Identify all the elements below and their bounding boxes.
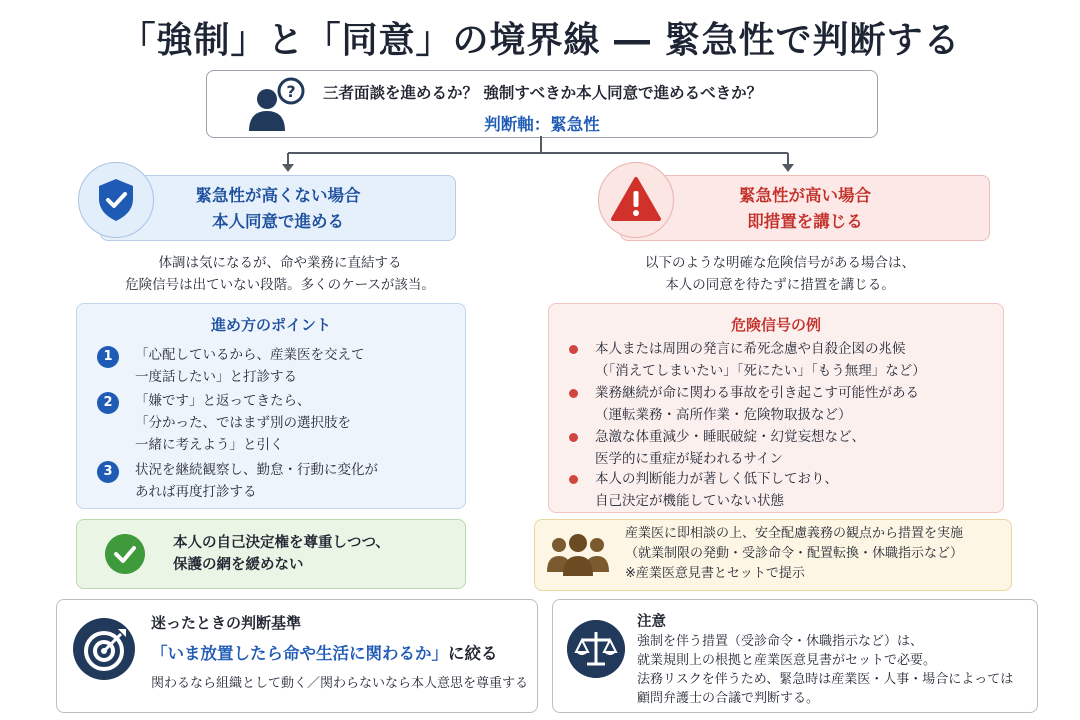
step-number: 1 [97,346,119,368]
caution-box [552,599,1038,713]
criteria-highlight-suffix: に絞る [448,644,498,663]
bullet-dot [569,475,578,484]
question-text: 三者面談を進めるか？ 強制すべきか本人同意で進めるべきか？ [323,84,763,102]
check-circle-icon [105,534,145,574]
self-determination-text: 保護の網を緩めない [173,557,304,573]
self-determination-box [76,519,466,589]
self-determination-text: 本人の自己決定権を尊重しつつ、 [173,535,390,551]
criteria-highlight: 「いま放置したら命や生活に関わるか」 [151,644,448,663]
decision-axis: 判断軸：緊急性 [484,115,600,134]
scale-icon [567,620,625,678]
step-text: あれば再度打診する [135,484,257,500]
caution-text: 顧問弁護士の合議で判断する。 [637,691,820,706]
decision-criteria-box [56,599,538,713]
low-urgency-action: 本人同意で進める [212,212,344,231]
signal-text: 自己決定が機能していない状態 [595,493,784,509]
warning-icon [599,163,673,237]
step-text: 「心配しているから、産業医を交えて [135,347,365,363]
high-urgency-action: 即措置を講じる [747,212,863,231]
step-text: 「嫌です」と返ってきたら、 [135,393,311,409]
warning-badge [598,162,674,238]
signal-text: 本人の判断能力が著しく低下しており、 [595,471,838,487]
immediate-action-text: （就業制限の発動・受診命令・配置転換・休職指示など） [625,546,964,561]
step-text: 一緒に考えよう」と引く [135,437,284,453]
high-urgency-description [560,252,1000,296]
signal-text: 医学的に重症が疑われるサイン [595,451,784,467]
shield-check-icon [79,163,153,237]
step-number: 3 [97,461,119,483]
approach-points-title: 進め方のポイント [210,316,331,334]
high-urgency-desc-line: 以下のような明確な危険信号がある場合は、 [645,255,915,271]
low-urgency-description [80,252,480,296]
caution-heading: 注意 [637,614,666,630]
bullet-dot [569,345,578,354]
signal-text: 本人または周囲の発言に希死念慮や自殺企図の兆候 [595,341,906,357]
high-urgency-desc-line: 本人の同意を待たずに措置を講じる。 [665,277,895,293]
high-urgency-heading [620,175,990,241]
criteria-sub: 関わるなら組織として動く／関わらないなら本人意思を尊重する [151,676,529,691]
bullet-dot [569,433,578,442]
bullet-dot [569,389,578,398]
svg-text:?: ? [286,82,296,101]
approach-points-panel [76,303,466,509]
step-text: 「分かった、ではまず別の選択肢を [135,415,351,431]
shield-check-badge [78,162,154,238]
low-urgency-title: 緊急性が高くない場合 [195,186,361,205]
signal-text: （運転業務・高所作業・危険物取扱など） [595,407,852,423]
step-text: 状況を継続観察し、勤怠・行動に変化が [135,462,378,478]
low-urgency-heading [100,175,456,241]
danger-signals-panel [548,303,1004,513]
step-text: 一度話したい」と打診する [135,369,297,385]
caution-text: 強制を伴う措置（受診命令・休職指示など）は、 [637,634,924,649]
criteria-highlight-line [151,640,498,664]
target-icon [71,616,137,682]
high-urgency-title: 緊急性が高い場合 [739,186,871,205]
signal-text: 急激な体重減少・睡眠破綻・幻覚妄想など、 [595,429,865,445]
criteria-heading: 迷ったときの判断基準 [151,614,302,632]
people-group-icon [545,532,611,576]
signal-text: 業務継続が命に関わる事故を引き起こす可能性がある [595,385,919,401]
branch-connector [0,0,1080,180]
danger-signals-title: 危険信号の例 [730,316,821,334]
caution-text: 就業規則上の根拠と産業医意見書がセットで必要。 [637,653,937,668]
low-urgency-desc-line: 危険信号は出ていない段階。多くのケースが該当。 [125,277,435,293]
step-number: 2 [97,392,119,414]
low-urgency-desc-line: 体調は気になるが、命や業務に直結する [158,255,402,271]
immediate-action-box [534,519,1012,591]
page-title: 「強制」と「同意」の境界線 ― 緊急性で判断する [119,20,961,61]
immediate-action-note: ※産業医意見書とセットで提示 [625,566,805,581]
immediate-action-text: 産業医に即相談の上、安全配慮義務の観点から措置を実施 [625,526,964,541]
signal-text: （「消えてしまいたい」「死にたい」「もう無理」など） [595,363,926,379]
caution-text: 法務リスクを伴うため、緊急時は産業医・人事・場合によっては [637,672,1014,687]
